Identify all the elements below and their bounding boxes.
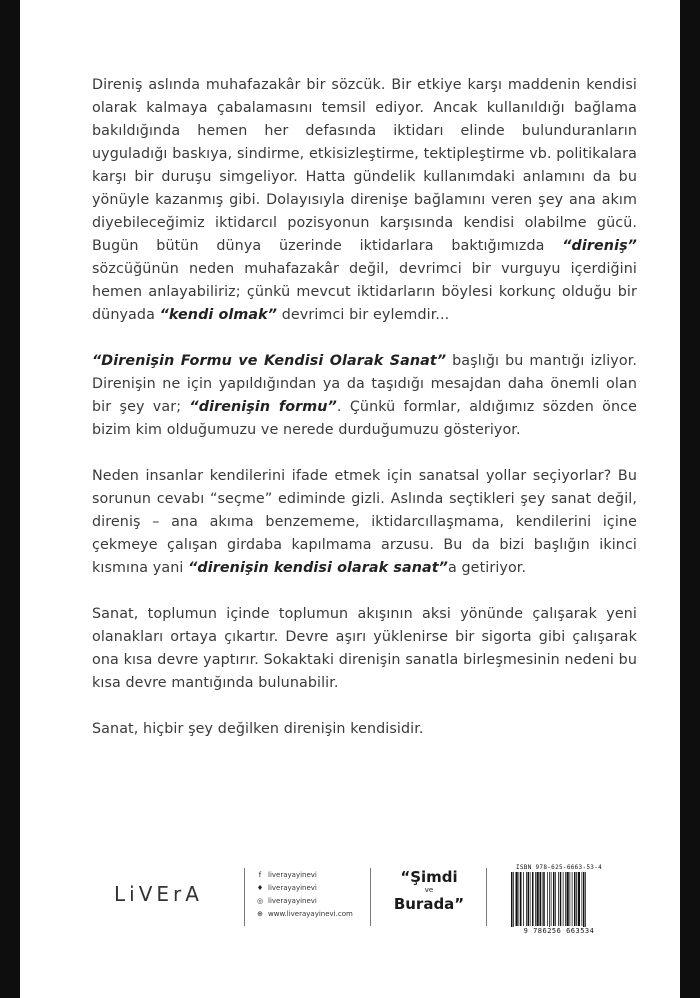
barcode-bar	[551, 872, 552, 926]
emphasized-phrase: “Direnişin Formu ve Kendisi Olarak Sanat”	[92, 353, 447, 369]
footer	[20, 860, 680, 940]
text-run: Neden insanlar kendilerini ifade etmek için sanatsal yollar seçiyorlar? Bu sorunun cevabı “seçme” ediminde gizli. Aslında seçtikleri şey sanat değil, direniş – ana akıma benzememe, iktidarcıllaşmama, kendilerini içine çekmeye çalışan girdaba kapılmama arzusu. Bu da bizi başlığın ikinci kısmına yani	[92, 468, 637, 576]
emphasized-phrase: “direnişin formu”	[189, 399, 337, 415]
emphasized-phrase: “direniş”	[562, 238, 637, 254]
barcode-bar	[535, 872, 536, 926]
text-run: a getiriyor.	[448, 560, 527, 576]
barcode-bar	[560, 872, 562, 926]
barcode-bar	[572, 872, 573, 926]
text-run: Sanat, hiçbir şey değilken direnişin kendisidir.	[92, 721, 424, 737]
barcode-bar	[537, 872, 539, 926]
barcode-bar	[549, 872, 550, 930]
paragraph	[92, 603, 637, 695]
barcode	[507, 864, 611, 938]
social-handle: liverayayinevi	[268, 896, 317, 905]
back-cover	[20, 0, 680, 998]
paragraph	[92, 74, 637, 327]
barcode-bar	[526, 872, 527, 926]
paragraph	[92, 350, 637, 442]
social-link[interactable]	[256, 907, 353, 920]
text-run: . Çünkü formlar, aldığımız sözden önce bizim kim olduğumuzu ve nerede durduğumuzu gösteriyor.	[92, 399, 638, 438]
barcode-bar	[578, 872, 580, 926]
instagram-icon: ◎	[256, 896, 264, 905]
series-logo	[386, 868, 472, 913]
social-link[interactable]	[256, 868, 353, 881]
barcode-bar	[576, 872, 577, 926]
emphasized-phrase: “direnişin kendisi olarak sanat”	[188, 560, 448, 576]
social-links	[256, 868, 353, 920]
series-line-2: ve	[424, 886, 434, 894]
barcode-bar	[565, 872, 566, 926]
series-line-1: “Şimdi	[400, 868, 458, 886]
publisher-logo: LiVErA	[114, 882, 203, 906]
barcode-bar	[516, 872, 518, 926]
isbn-label: ISBN 978-625-6663-53-4	[515, 864, 603, 871]
blurb-text	[92, 74, 637, 741]
barcode-bar	[555, 872, 556, 926]
barcode-bar	[570, 872, 571, 926]
paragraph	[92, 718, 637, 741]
barcode-bar	[563, 872, 564, 926]
barcode-bar	[523, 872, 524, 926]
barcode-bar	[532, 872, 534, 926]
barcode-bar	[558, 872, 559, 926]
text-run: Direniş aslında muhafazakâr bir sözcük. Bir etkiye karşı maddenin kendisi olarak kalmaya çabalamasını temsil ediyor. Ancak kullanıldığı bağlama bakıldığında hemen her defasında iktidarı elinde bulunduranların uyguladığı baskıya, sindirme, etkisizleştirme, tektipleştirme vb. politikalara karşı bir duruşu simgeliyor. Hatta gündelik kullanımdaki anlamını da bu yönüyle kazanmış gibi. Dolayısıyla direnişe bağlamını veren şey ana akım diyebileceğimiz iktidarcıl pozisyonun karşısında kendisi olabilme gücü. Bugün bütün dünya üzerinde iktidarlara baktığımızda	[92, 77, 637, 254]
divider	[486, 868, 487, 926]
text-run: devrimci bir eylemdir...	[277, 307, 450, 323]
barcode-bar	[530, 872, 531, 926]
twitter-icon: ♦	[256, 883, 264, 892]
barcode-bar	[520, 872, 522, 926]
barcode-bar	[543, 872, 545, 926]
emphasized-phrase: “kendi olmak”	[159, 307, 278, 323]
series-line-3: Burada”	[393, 895, 465, 913]
text-run: Sanat, toplumun içinde toplumun akışının aksi yönünde çalışarak yeni olanakları ortaya çıkartır. Devre aşırı yüklenirse bir sigorta gibi çalışarak ona kısa devre yaptırır. Sokaktaki direnişin sanatla birleşmesinin nedeni bu kısa devre mantığında bulunabilir.	[92, 606, 637, 691]
social-handle: liverayayinevi	[268, 883, 317, 892]
barcode-bar	[540, 872, 542, 926]
barcode-bar	[513, 872, 514, 930]
barcode-bar	[547, 872, 548, 926]
divider	[244, 868, 245, 926]
social-handle: www.liverayayinevi.com	[268, 909, 353, 918]
barcode-bar	[582, 872, 583, 926]
text-run: sözcüğünün neden muhafazakâr değil, devrimci bir vurguyu içerdiğini hemen anlayabiliriz; çünkü mevcut iktidarların böylesi korkunç olduğu bir dünyada	[92, 261, 637, 323]
barcode-bar	[585, 872, 586, 930]
paragraph	[92, 465, 637, 580]
web-icon: ⊕	[257, 909, 263, 918]
barcode-digits: 9 786256 663534	[507, 927, 611, 935]
barcode-bar	[542, 872, 543, 926]
social-link[interactable]	[256, 894, 353, 907]
barcode-bar	[574, 872, 576, 926]
divider	[370, 868, 371, 926]
barcode-bar	[519, 872, 520, 926]
social-link[interactable]	[256, 881, 353, 894]
barcode-bar	[567, 872, 569, 926]
barcode-bar	[528, 872, 530, 926]
facebook-icon: f	[258, 870, 262, 879]
barcode-bar	[553, 872, 555, 926]
barcode-bars	[509, 872, 609, 930]
barcode-bar	[511, 872, 513, 930]
text-run: başlığı bu mantığı izliyor. Direnişin ne için yapıldığından ya da taşıdığı mesajdan daha önemli olan bir şey var;	[92, 353, 637, 415]
barcode-bar	[583, 872, 585, 930]
social-handle: liverayayinevi	[268, 870, 317, 879]
